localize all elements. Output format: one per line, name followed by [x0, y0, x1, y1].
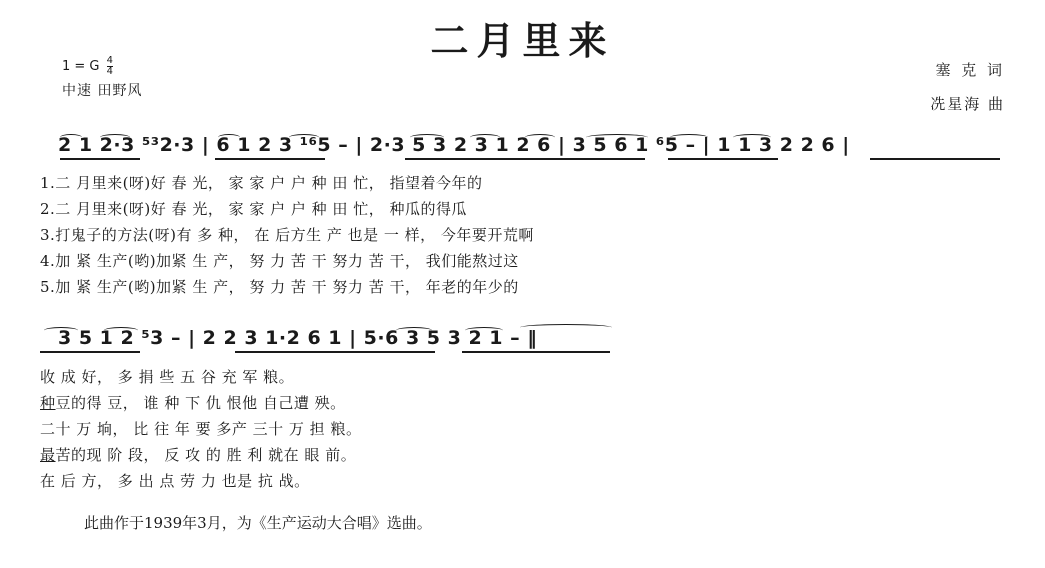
beam-line — [668, 158, 778, 160]
lyricist-credit: 塞 克 词 — [935, 61, 1005, 79]
key-label: 1 = G — [62, 59, 100, 74]
beam-line — [215, 158, 325, 160]
beam-line — [462, 351, 610, 353]
lyric-verse-2-cont: 种豆的得 豆， 谁 种 下 仇 恨他 自己遭 殃。 — [40, 394, 346, 412]
beam-line — [40, 351, 140, 353]
footnote: 此曲作于1939年3月，为《生产运动大合唱》选曲。 — [84, 514, 432, 532]
time-signature-top: 4 — [106, 55, 114, 66]
time-signature — [107, 56, 113, 77]
lyric-verse-1: 1.二 月里来(呀)好 春 光， 家 家 户 户 种 田 忙， 指望着今年的 — [40, 174, 483, 192]
beam-line — [60, 158, 140, 160]
notation-line-2: 3 5 1 2 ⁵3 – | 2 2 3 1·2 6 1 | 5·6 3 5 3 2 1 – ‖ — [58, 327, 538, 349]
tempo-marking: 中速 田野风 — [62, 83, 143, 99]
lyric-verse-1-cont: 收 成 好， 多 捐 些 五 谷 充 军 粮。 — [40, 368, 295, 386]
lyric-verse-2: 2.二 月里来(呀)好 春 光， 家 家 户 户 种 田 忙， 种瓜的得瓜 — [40, 200, 467, 218]
song-title: 二月里来 — [430, 19, 615, 63]
lyric-verse-5: 5.加 紧 生产(哟)加紧 生 产， 努 力 苦 干 努力 苦 干， 年老的年少的 — [40, 278, 519, 296]
key-signature — [62, 56, 113, 77]
beam-line — [405, 158, 645, 160]
beam-line — [235, 351, 435, 353]
lyric-verse-4-cont: 最苦的现 阶 段， 反 攻 的 胜 利 就在 眼 前。 — [40, 446, 357, 464]
notation-line-1: 2 1 2·3 ⁵³2·3 | 6 1 2 3 ¹⁶5 – | 2·3 5 3 2 3 1 2 6 | 3 5 6 1 ⁶5 – | 1 1 3 2 2 6 | — [58, 134, 850, 156]
time-signature-bottom: 4 — [106, 66, 114, 77]
lyric-verse-3: 3.打鬼子的方法(呀)有 多 种， 在 后方生 产 也是 一 样， 今年要开荒啊 — [40, 226, 534, 244]
beam-line — [870, 158, 1000, 160]
lyric-verse-5-cont: 在 后 方， 多 出 点 劳 力 也是 抗 战。 — [40, 472, 310, 490]
lyric-verse-4: 4.加 紧 生产(哟)加紧 生 产， 努 力 苦 干 努力 苦 干， 我们能熬过这 — [40, 252, 519, 270]
lyric-verse-3-cont: 二十 万 垧， 比 往 年 要 多产 三十 万 担 粮。 — [40, 420, 362, 438]
composer-credit: 冼星海 曲 — [930, 95, 1005, 113]
